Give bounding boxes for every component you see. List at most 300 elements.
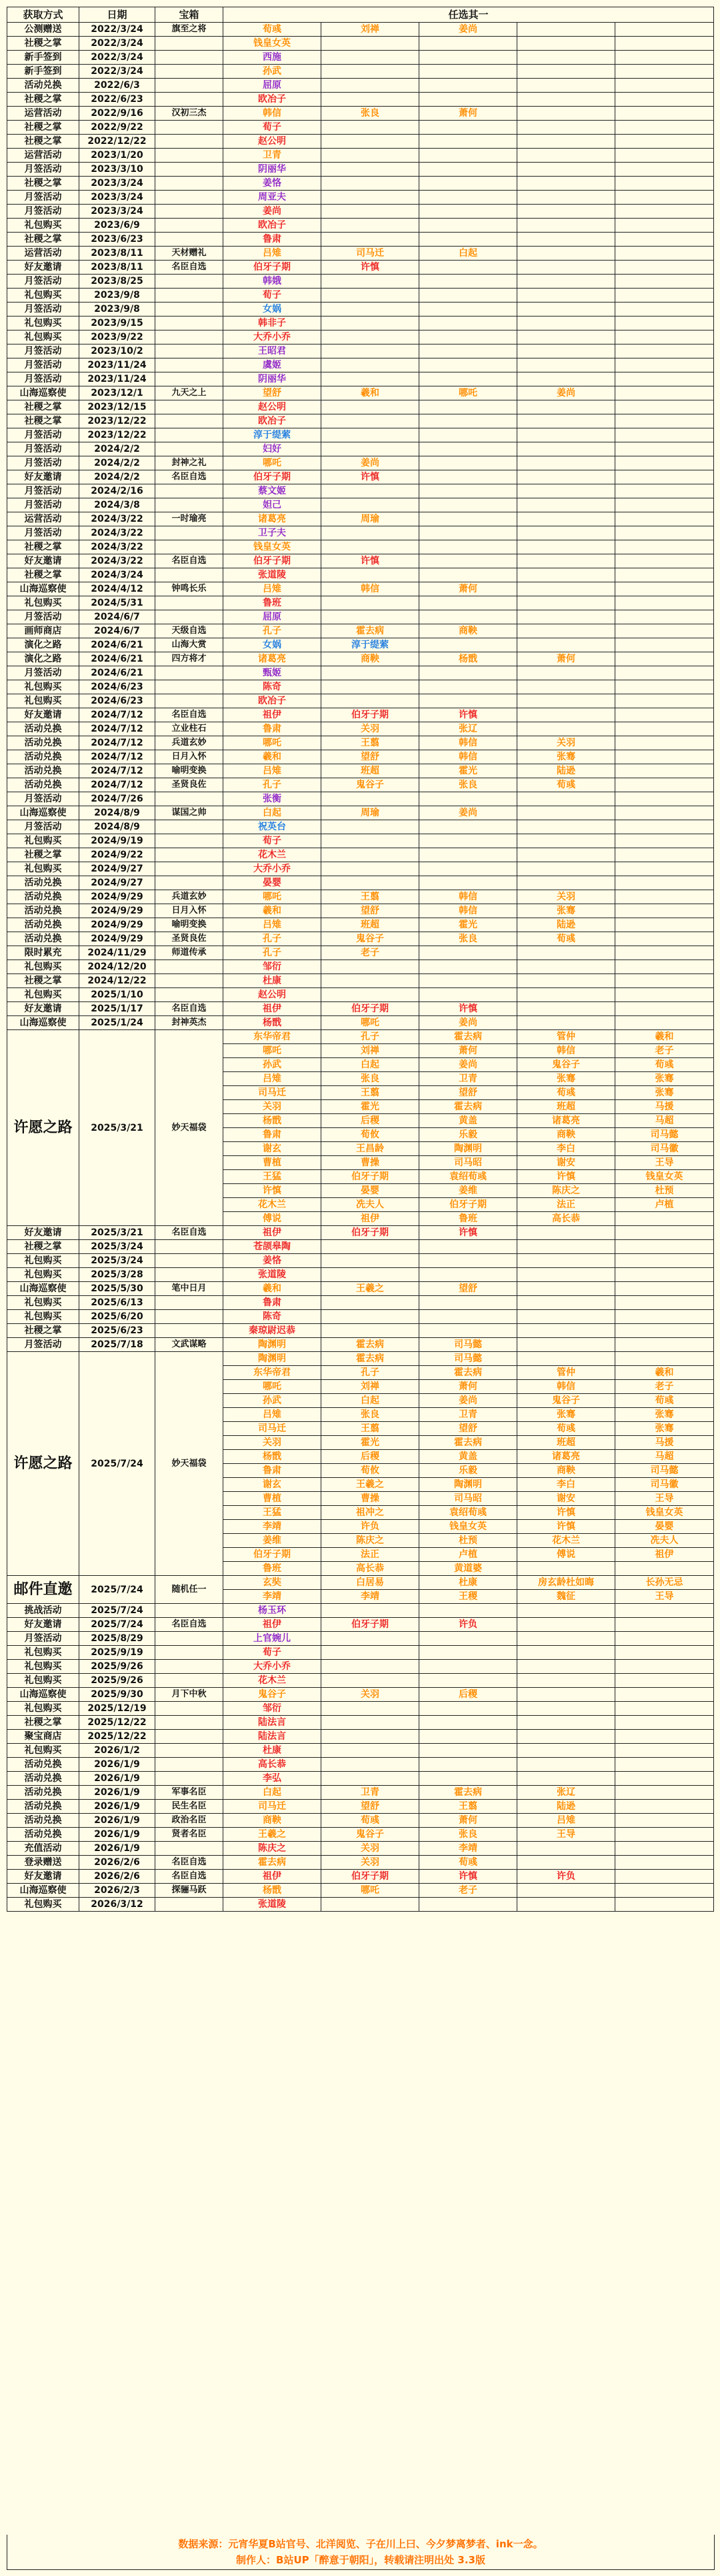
hero-cell: 杨戬 [223,1016,321,1030]
source-cell: 礼包购买 [7,1744,79,1758]
hero-cell [615,694,714,708]
hero-cell: 孙武 [223,1394,321,1408]
hero-cell: 屈原 [223,610,321,624]
source-cell: 月签活动 [7,275,79,289]
date-cell: 2024/3/22 [79,554,155,568]
hero-cell: 哪吒 [419,386,517,400]
box-cell: 旗至之将 [155,23,223,37]
date-cell: 2022/6/3 [79,79,155,93]
hero-cell: 冼夫人 [321,1198,419,1212]
hero-cell: 祖冲之 [321,1506,419,1520]
hero-cell [419,512,517,526]
hero-cell: 许负 [419,1618,517,1632]
hero-cell [419,37,517,51]
hero-cell: 刘禅 [321,1380,419,1394]
hero-cell: 房玄龄杜如晦 [517,1576,615,1590]
hero-cell [419,65,517,79]
source-cell: 礼包购买 [7,862,79,876]
hero-cell: 袁绍荀彧 [419,1506,517,1520]
date-cell: 2023/3/24 [79,205,155,219]
hero-cell: 霍去病 [419,1366,517,1380]
hero-cell: 鲁肃 [223,233,321,247]
source-cell: 社稷之掌 [7,568,79,582]
box-cell: 名臣自选 [155,708,223,722]
hero-cell: 霍光 [321,1436,419,1450]
hero-cell [321,1702,419,1716]
hero-cell: 张骞 [517,1072,615,1086]
hero-cell [517,414,615,428]
source-cell: 充值活动 [7,1842,79,1856]
reward-table [7,7,714,1912]
box-cell [155,596,223,610]
hero-cell [419,876,517,890]
source-cell: 月签活动 [7,372,79,386]
date-cell: 2023/3/10 [79,163,155,177]
hero-cell: 司马迁 [223,1422,321,1436]
hero-cell [615,330,714,344]
hero-cell: 韩信 [517,1044,615,1058]
hero-cell: 欧冶子 [223,414,321,428]
hero-cell: 陈庆之 [223,1842,321,1856]
date-cell: 2024/9/22 [79,848,155,862]
hero-cell [321,1646,419,1660]
hero-cell [615,722,714,736]
source-cell: 社稷之掌 [7,974,79,988]
hero-cell [517,1716,615,1730]
table-row [7,876,714,890]
hero-cell [321,372,419,386]
source-cell: 礼包购买 [7,694,79,708]
box-cell [155,1268,223,1282]
date-cell: 2025/3/21 [79,1226,155,1240]
date-cell: 2025/1/17 [79,1002,155,1016]
source-cell: 活动兑换 [7,890,79,904]
header-pick: 任选其一 [223,7,714,23]
hero-cell [419,1702,517,1716]
hero-cell [517,1856,615,1870]
hero-cell [321,1758,419,1772]
hero-cell: 大乔小乔 [223,330,321,344]
box-cell [155,1702,223,1716]
hero-cell [615,65,714,79]
hero-cell: 冼夫人 [615,1534,714,1548]
hero-cell: 许慎 [517,1506,615,1520]
box-cell: 封神英杰 [155,1016,223,1030]
hero-cell [517,624,615,638]
box-cell [155,988,223,1002]
hero-cell: 关羽 [321,1842,419,1856]
hero-cell: 老子 [419,1884,517,1898]
hero-cell [517,876,615,890]
source-cell: 礼包购买 [7,1268,79,1282]
hero-cell [419,694,517,708]
hero-cell: 屈原 [223,79,321,93]
hero-cell [615,1688,714,1702]
hero-cell: 周瑜 [321,806,419,820]
box-cell [155,205,223,219]
hero-cell: 伯牙子期 [321,1002,419,1016]
hero-cell [615,666,714,680]
hero-cell [615,918,714,932]
hero-cell [615,1338,714,1352]
hero-cell: 高长恭 [517,1212,615,1226]
hero-cell [615,568,714,582]
table-row [7,778,714,792]
source-cell: 运营活动 [7,149,79,163]
hero-cell: 许慎 [419,1002,517,1016]
box-cell [155,1310,223,1324]
hero-cell: 霍光 [419,764,517,778]
hero-cell: 鬼谷子 [517,1394,615,1408]
hero-cell [419,1296,517,1310]
source-cell: 礼包购买 [7,680,79,694]
hero-cell [615,372,714,386]
source-cell: 社稷之掌 [7,1324,79,1338]
hero-cell [517,792,615,806]
hero-cell [517,177,615,191]
hero-cell: 吕雉 [223,1072,321,1086]
hero-cell [517,37,615,51]
hero-cell [419,233,517,247]
hero-cell [517,1324,615,1338]
box-cell [155,1254,223,1268]
hero-cell [615,1898,714,1912]
table-row [7,974,714,988]
source-cell: 活动兑换 [7,1800,79,1814]
hero-cell [321,1324,419,1338]
hero-cell [419,1324,517,1338]
hero-cell: 伯牙子期 [223,470,321,484]
box-cell [155,820,223,834]
hero-cell: 李靖 [321,1590,419,1604]
hero-cell [615,1884,714,1898]
hero-cell: 杨戬 [419,652,517,666]
date-cell: 2023/8/11 [79,247,155,261]
source-cell: 运营活动 [7,247,79,261]
box-cell [155,694,223,708]
hero-cell [517,484,615,498]
hero-cell: 马援 [615,1100,714,1114]
hero-cell [517,400,615,414]
source-cell: 活动兑换 [7,1814,79,1828]
table-row [7,275,714,289]
hero-cell: 淳于缇萦 [321,638,419,652]
hero-cell [615,862,714,876]
hero-cell [419,79,517,93]
date-cell: 2025/1/10 [79,988,155,1002]
table-row [7,442,714,456]
hero-cell [517,191,615,205]
box-cell [155,1772,223,1786]
table-row [7,135,714,149]
source-cell: 许愿之路 [7,1030,79,1226]
hero-cell [615,904,714,918]
hero-cell [517,219,615,233]
header-box: 宝箱 [155,7,223,23]
hero-cell [517,596,615,610]
hero-cell: 荀子 [223,834,321,848]
hero-cell: 班超 [321,764,419,778]
hero-cell: 王翦 [419,1800,517,1814]
box-cell [155,317,223,330]
hero-cell [517,1674,615,1688]
hero-cell [517,1702,615,1716]
hero-cell: 商鞅 [517,1128,615,1142]
source-cell: 礼包购买 [7,1660,79,1674]
hero-cell [321,1772,419,1786]
hero-cell [615,512,714,526]
hero-cell: 阴丽华 [223,163,321,177]
source-cell: 月签活动 [7,428,79,442]
hero-cell: 鬼谷子 [321,1828,419,1842]
hero-cell [615,149,714,163]
hero-cell [615,1212,714,1226]
source-cell: 好友邀请 [7,470,79,484]
hero-cell: 王猛 [223,1506,321,1520]
table-row [7,107,714,121]
table-row [7,904,714,918]
hero-cell: 荀攸 [321,1464,419,1478]
hero-cell: 望舒 [419,1086,517,1100]
table-row [7,386,714,400]
hero-cell: 张良 [321,1408,419,1422]
hero-cell: 谢玄 [223,1478,321,1492]
hero-cell [517,1562,615,1576]
date-cell: 2026/2/3 [79,1884,155,1898]
hero-cell [419,638,517,652]
hero-cell: 钱皇女英 [419,1520,517,1534]
hero-cell: 陶渊明 [419,1142,517,1156]
source-cell: 公测赠送 [7,23,79,37]
source-cell: 月签活动 [7,163,79,177]
box-cell [155,1898,223,1912]
table-row [7,400,714,414]
date-cell: 2025/6/23 [79,1324,155,1338]
source-cell: 限时累充 [7,946,79,960]
table-row [7,1898,714,1912]
hero-cell [615,890,714,904]
hero-cell [615,135,714,149]
hero-cell [615,1814,714,1828]
hero-cell [615,1002,714,1016]
hero-cell [517,1226,615,1240]
hero-cell: 杜预 [615,1184,714,1198]
date-cell: 2026/1/9 [79,1800,155,1814]
hero-cell: 伯牙子期 [321,1618,419,1632]
hero-cell [321,988,419,1002]
hero-cell: 苍颉皋陶 [223,1240,321,1254]
hero-cell: 鬼谷子 [321,932,419,946]
hero-cell [419,121,517,135]
date-cell: 2024/12/22 [79,974,155,988]
box-cell: 贤者名臣 [155,1828,223,1842]
hero-cell: 韩信 [223,107,321,121]
header-date: 日期 [79,7,155,23]
hero-cell [517,275,615,289]
source-cell: 月签活动 [7,205,79,219]
hero-cell [321,233,419,247]
hero-cell [419,1254,517,1268]
date-cell: 2024/7/12 [79,736,155,750]
hero-cell: 霍去病 [321,624,419,638]
hero-cell: 鬼谷子 [321,778,419,792]
hero-cell: 李靖 [223,1590,321,1604]
hero-cell [419,680,517,694]
date-cell: 2023/12/15 [79,400,155,414]
hero-cell: 鲁肃 [223,1128,321,1142]
hero-cell: 欧冶子 [223,694,321,708]
table-row [7,1716,714,1730]
hero-cell: 马超 [615,1450,714,1464]
box-cell: 名臣自选 [155,1226,223,1240]
hero-cell [517,358,615,372]
date-cell: 2024/9/29 [79,932,155,946]
box-cell [155,219,223,233]
hero-cell: 谢玄 [223,1142,321,1156]
hero-cell: 晏婴 [321,1184,419,1198]
hero-cell [615,386,714,400]
hero-cell: 袁绍荀彧 [419,1170,517,1184]
date-cell: 2025/9/26 [79,1674,155,1688]
date-cell: 2023/8/11 [79,261,155,275]
table-row [7,1772,714,1786]
table-row [7,568,714,582]
hero-cell: 许慎 [321,261,419,275]
hero-cell [615,456,714,470]
hero-cell: 晏婴 [223,876,321,890]
source-cell: 活动兑换 [7,1758,79,1772]
hero-cell: 司马徽 [615,1478,714,1492]
box-cell [155,177,223,191]
hero-cell [321,303,419,317]
hero-cell [321,1744,419,1758]
hero-cell: 伯牙子期 [321,1226,419,1240]
hero-cell: 关羽 [321,1688,419,1702]
hero-cell: 邹衍 [223,960,321,974]
hero-cell: 谢安 [517,1156,615,1170]
hero-cell: 萧何 [419,107,517,121]
date-cell: 2022/3/24 [79,51,155,65]
hero-cell: 哪吒 [321,1884,419,1898]
date-cell: 2023/9/22 [79,330,155,344]
hero-cell: 钱皇女英 [615,1506,714,1520]
date-cell: 2024/2/2 [79,470,155,484]
hero-cell [517,163,615,177]
hero-cell [419,946,517,960]
hero-cell: 孙武 [223,65,321,79]
hero-cell: 王羲之 [321,1282,419,1296]
hero-cell: 霍去病 [321,1352,419,1366]
box-cell [155,233,223,247]
hero-cell [321,330,419,344]
hero-cell: 关羽 [223,1436,321,1450]
hero-cell [615,358,714,372]
hero-cell: 欧冶子 [223,93,321,107]
table-row [7,1282,714,1296]
hero-cell: 张骞 [517,904,615,918]
source-cell: 活动兑换 [7,932,79,946]
table-row [7,1688,714,1702]
hero-cell [615,498,714,512]
date-cell: 2024/6/7 [79,610,155,624]
hero-cell [321,317,419,330]
hero-cell [517,330,615,344]
hero-cell [321,526,419,540]
hero-cell: 霍去病 [419,1786,517,1800]
hero-cell [615,1870,714,1884]
hero-cell [615,484,714,498]
hero-cell: 张道陵 [223,1898,321,1912]
hero-cell: 杨戬 [223,1884,321,1898]
source-cell: 画师商店 [7,624,79,638]
hero-cell [517,1310,615,1324]
hero-cell [615,303,714,317]
source-cell: 月签活动 [7,303,79,317]
hero-cell [615,1604,714,1618]
hero-cell [615,610,714,624]
table-row [7,163,714,177]
hero-cell [615,1744,714,1758]
hero-cell [321,1268,419,1282]
hero-cell: 法正 [517,1198,615,1212]
date-cell: 2025/6/13 [79,1296,155,1310]
table-row [7,484,714,498]
hero-cell: 黄盖 [419,1450,517,1464]
source-cell: 社稷之掌 [7,414,79,428]
hero-cell [419,1604,517,1618]
hero-cell [321,400,419,414]
hero-cell: 卫青 [223,149,321,163]
table-row [7,890,714,904]
hero-cell [321,834,419,848]
hero-cell [419,289,517,303]
hero-cell [419,400,517,414]
hero-cell [321,149,419,163]
hero-cell: 钱皇女英 [615,1170,714,1184]
table-row [7,1758,714,1772]
date-cell: 2025/12/19 [79,1702,155,1716]
hero-cell: 白起 [321,1058,419,1072]
hero-cell [321,289,419,303]
source-cell: 活动兑换 [7,876,79,890]
table-row [7,1254,714,1268]
hero-cell [321,275,419,289]
hero-cell: 关羽 [321,1856,419,1870]
hero-cell: 霍光 [321,1100,419,1114]
box-cell: 圣贤良佐 [155,778,223,792]
box-cell [155,610,223,624]
source-cell: 邮件直邀 [7,1576,79,1604]
hero-cell: 吕雉 [223,247,321,261]
hero-cell [615,876,714,890]
hero-cell [517,946,615,960]
box-cell [155,163,223,177]
hero-cell: 老子 [615,1044,714,1058]
box-cell [155,1324,223,1338]
hero-cell: 白起 [321,1394,419,1408]
hero-cell: 黄道婆 [419,1562,517,1576]
hero-cell: 周亚夫 [223,191,321,205]
date-cell: 2025/8/29 [79,1632,155,1646]
table-row [7,596,714,610]
hero-cell: 陈奇 [223,680,321,694]
hero-cell: 甄姬 [223,666,321,680]
box-cell [155,680,223,694]
hero-cell [615,1702,714,1716]
hero-cell: 张骞 [615,1422,714,1436]
hero-cell [517,149,615,163]
hero-cell [615,1674,714,1688]
